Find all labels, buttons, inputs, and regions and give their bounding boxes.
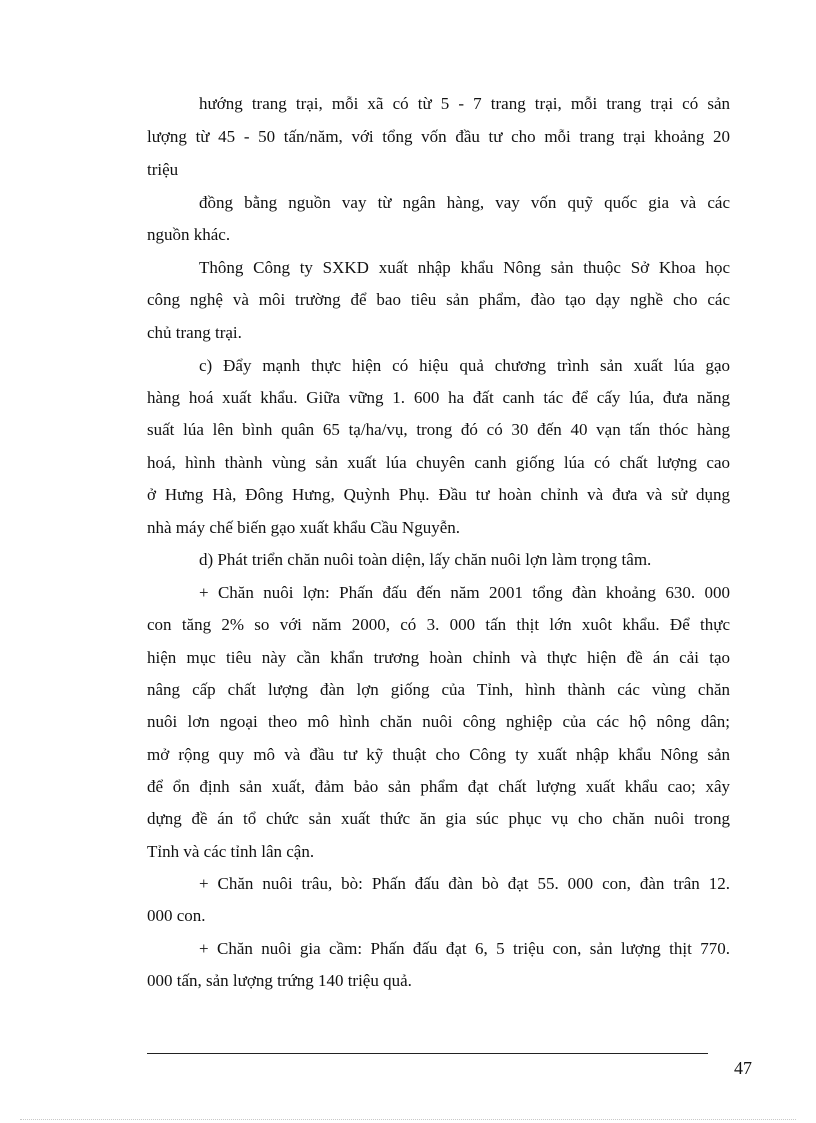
text-line: mở rộng quy mô và đầu tư kỹ thuật cho Công ty xuất nhập khẩu Nông sản <box>147 745 730 764</box>
footer-rule <box>147 1053 708 1054</box>
text-line: hướng trang trại, mỗi xã có từ 5 - 7 trang trại, mỗi trang trại có sản <box>199 94 730 113</box>
text-line: d) Phát triển chăn nuôi toàn diện, lấy chăn nuôi lợn làm trọng tâm. <box>199 550 652 569</box>
page-edge-divider <box>20 1119 796 1120</box>
text-line: chủ trang trại. <box>147 323 242 342</box>
text-line: + Chăn nuôi lợn: Phấn đấu đến năm 2001 tổng đàn khoảng 630. 000 <box>199 583 730 602</box>
text-line: để ổn định sản xuất, đảm bảo sản phẩm đạt chất lượng xuất khẩu cao; xây <box>147 777 730 796</box>
text-line: triệu <box>147 160 179 179</box>
text-line: Tỉnh và các tỉnh lân cận. <box>147 842 315 861</box>
text-line: dựng đề án tổ chức sản xuất thức ăn gia súc phục vụ cho chăn nuôi trong <box>147 809 730 828</box>
text-line: ở Hưng Hà, Đông Hưng, Quỳnh Phụ. Đầu tư hoàn chỉnh và đưa và sử dụng <box>147 485 730 504</box>
text-line: lượng từ 45 - 50 tấn/năm, với tổng vốn đầu tư cho mỗi trang trại khoảng 20 <box>147 127 730 146</box>
text-line: + Chăn nuôi gia cầm: Phấn đấu đạt 6, 5 triệu con, sản lượng thịt 770. <box>199 939 730 958</box>
text-line: suất lúa lên bình quân 65 tạ/ha/vụ, trong đó có 30 đến 40 vạn tấn thóc hàng <box>147 420 730 439</box>
text-line: nâng cấp chất lượng đàn lợn giống của Tỉnh, hình thành các vùng chăn <box>147 680 730 699</box>
text-line: nguồn khác. <box>147 225 231 244</box>
text-line: hoá, hình thành vùng sản xuất lúa chuyên canh giống lúa có chất lượng cao <box>147 453 730 472</box>
text-line: + Chăn nuôi trâu, bò: Phấn đấu đàn bò đạt 55. 000 con, đàn trân 12. <box>199 874 730 893</box>
text-line: công nghệ và môi trường để bao tiêu sản phẩm, đào tạo dạy nghề cho các <box>147 290 730 309</box>
text-line: c) Đẩy mạnh thực hiện có hiệu quả chương trình sản xuất lúa gạo <box>199 356 730 375</box>
text-line: 000 tấn, sản lượng trứng 140 triệu quả. <box>147 971 412 990</box>
text-line: nuôi lơn ngoại theo mô hình chăn nuôi công nghiệp của các hộ nông dân; <box>147 712 730 731</box>
text-line: 000 con. <box>147 906 206 925</box>
text-line: con tăng 2% so với năm 2000, có 3. 000 tấn thịt lớn xuôt khẩu. Để thực <box>147 615 730 634</box>
page-number: 47 <box>734 1058 752 1078</box>
text-line: hiện mục tiêu này cần khẩn trương hoàn chỉnh và thực hiện đề án cải tạo <box>147 648 730 667</box>
text-line: Thông Công ty SXKD xuất nhập khẩu Nông sản thuộc Sở Khoa học <box>199 258 730 277</box>
text-line: đồng bằng nguồn vay từ ngân hàng, vay vốn quỹ quốc gia và các <box>199 193 730 212</box>
text-line: nhà máy chế biến gạo xuất khẩu Cầu Nguyễn. <box>147 518 460 537</box>
text-line: hàng hoá xuất khẩu. Giữa vững 1. 600 ha đất canh tác để cấy lúa, đưa năng <box>147 388 730 407</box>
